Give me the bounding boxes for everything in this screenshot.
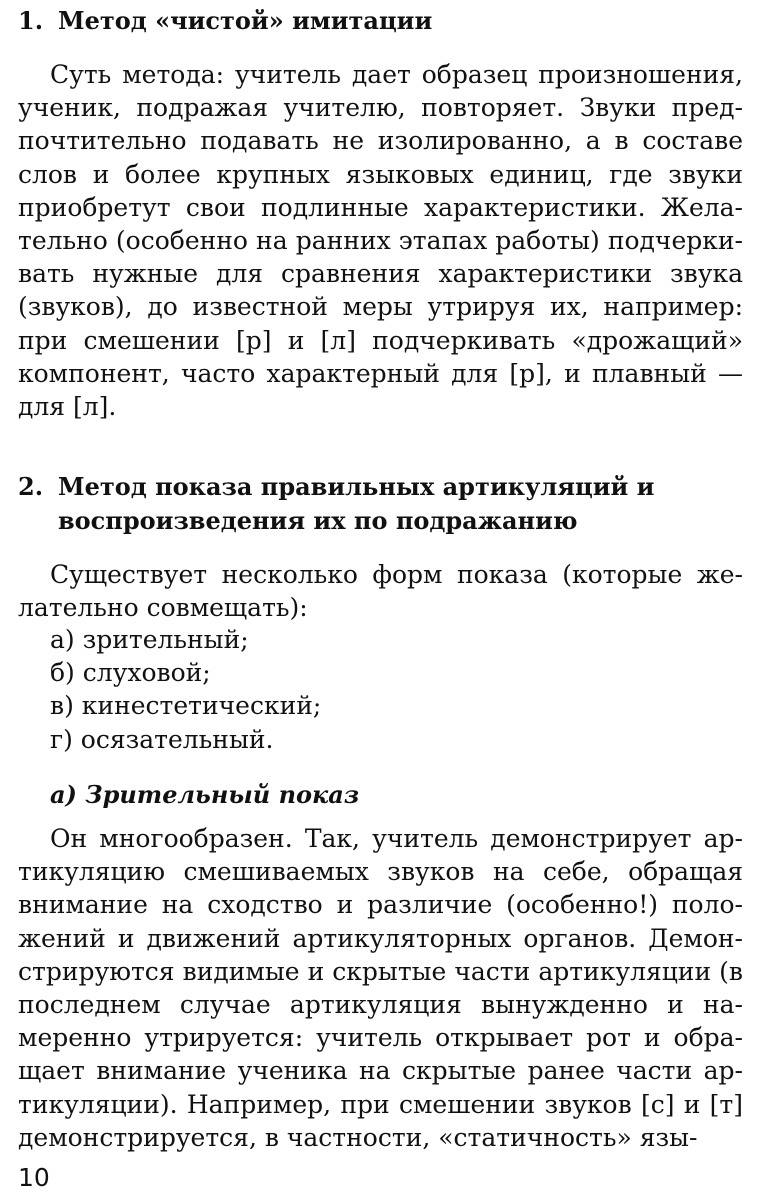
- subsection-heading: а) Зрительный показ: [50, 780, 360, 809]
- list-item: в) кинестетический;: [50, 691, 322, 721]
- forms-list: [50, 623, 321, 756]
- list-item: г) осязательный.: [50, 724, 274, 754]
- list-item: б) слуховой;: [50, 658, 211, 688]
- section-2-intro: Существует несколько форм показа (которые желательно совмещать):: [18, 560, 743, 623]
- subsection-paragraph: Он многообразен. Так, учитель демонстрирует артикуляцию смешиваемых звуков на себе, обращая внимание на сходство и различие (особенно!) положений и движений артикуляторных органов. Демонстрируются видимые и скрытые части артикуляции (в последнем случае артикуляция вынужденно и намеренно утрируется: учитель открывает рот и обращает внимание ученика на скрытые ранее части артикуляции). Например, при смешении звуков [с] и [т] демонстрируется, в частности, «статичность» язы-: [18, 824, 743, 1152]
- section-1-paragraph: Суть метода: учитель дает образец произношения, ученик, подражая учителю, повторяет. Звуки предпочтительно подавать не изолированно, а в составе слов и более крупных языковых единиц, где звуки приобретут свои подлинные характеристики. Желательно (особенно на ранних этапах работы) подчеркивать нужные для сравнения характеристики звука (звуков), до известной меры утрируя их, например: при смешении [р] и [л] подчеркивать «дрожащий» компонент, часто характерный для [р], и плавный — для [л].: [18, 60, 743, 422]
- section-1-heading: [18, 4, 771, 38]
- section-2-heading: [18, 470, 758, 538]
- page-number: 10: [18, 1163, 50, 1192]
- section-1-number: 1.: [18, 6, 44, 35]
- list-item: а) зрительный;: [50, 625, 249, 654]
- section-1-title: Метод «чистой» имитации: [58, 6, 433, 35]
- section-2-number: 2.: [18, 472, 44, 501]
- section-2-title: Метод показа правильных артикуляций и воспроизведения их по подражанию: [58, 472, 655, 535]
